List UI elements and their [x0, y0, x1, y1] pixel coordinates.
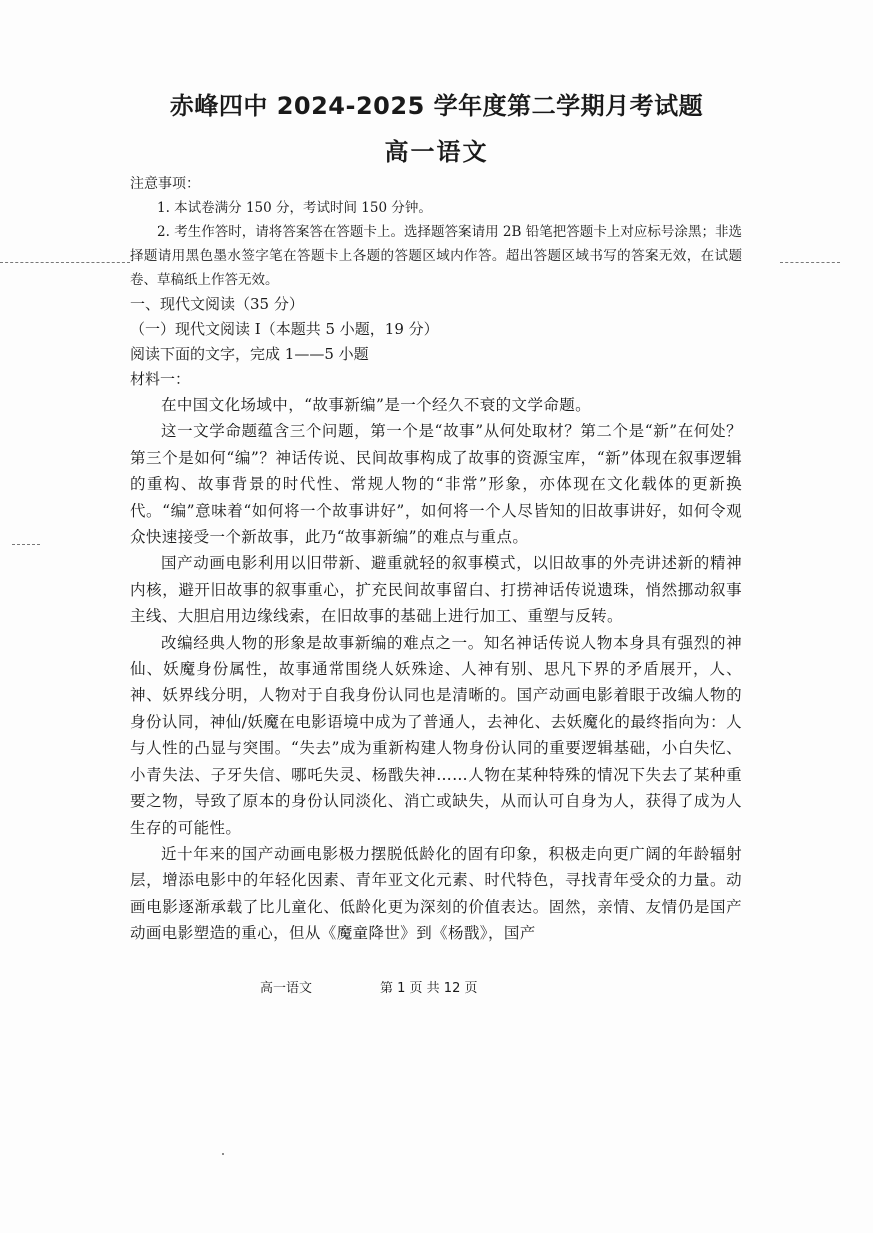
subsection-heading: （一）现代文阅读 I（本题共 5 小题，19 分） — [130, 320, 439, 338]
scan-artifact-dot — [222, 1153, 224, 1155]
scan-artifact-line — [0, 262, 130, 263]
scan-artifact-line — [12, 544, 40, 545]
notice-item: 2. 考生作答时，请将答案答在答题卡上。选择题答案请用 2B 铅笔把答题卡上对应标号涂黑；非选择题请用黑色墨水签字笔在答题卡上各题的答题区域内作答。超出答题区域书写的答案无效，在试题卷、草稿纸上作答无效。 — [130, 224, 742, 288]
page-content — [130, 172, 742, 947]
footer-subject: 高一语文 — [260, 981, 313, 996]
page-subtitle: 高一语文 — [384, 138, 489, 166]
notice-item: 1. 本试卷满分 150 分，考试时间 150 分钟。 — [157, 200, 432, 216]
material-label: 材料一： — [130, 370, 191, 388]
passage-paragraph: 近十年来的国产动画电影极力摆脱低龄化的固有印象，积极走向更广阔的年龄辐射层，增添电影中的年轻化因素、青年亚文化元素、时代特色，寻找青年受众的力量。动画电影逐渐承载了比儿童化、低龄化更为深刻的价值表达。固然，亲情、友情仍是国产动画电影塑造的重心，但从《魔童降世》到《杨戬》，国产 — [130, 844, 742, 943]
section-heading: 一、现代文阅读（35 分） — [130, 295, 304, 313]
page-title: 赤峰四中 2024-2025 学年度第二学期月考试题 — [169, 92, 704, 120]
passage-paragraph: 改编经典人物的形象是故事新编的难点之一。知名神话传说人物本身具有强烈的神仙、妖魔身份属性，故事通常围绕人妖殊途、人神有别、思凡下界的矛盾展开，人、神、妖界线分明，人物对于自我身份认同也是清晰的。国产动画电影着眼于改编人物的身份认同，神仙/妖魔在电影语境中成为了普通人，去神化、去妖魔化的最终指向为：人与人性的凸显与突围。“失去”成为重新构建人物身份认同的重要逻辑基础，小白失忆、小青失法、子牙失信、哪吒失灵、杨戬失神……人物在某种特殊的情况下失去了某种重要之物，导致了原本的身份认同淡化、消亡或缺失，从而认可自身为人，获得了成为人生存的可能性。 — [130, 633, 742, 837]
scan-artifact-line — [780, 262, 840, 263]
passage-paragraph: 在中国文化场域中，“故事新编”是一个经久不衰的文学命题。 — [161, 396, 592, 414]
footer-page-number: 第 1 页 共 12 页 — [380, 981, 478, 996]
notice-heading: 注意事项： — [130, 176, 200, 192]
reading-instruction: 阅读下面的文字，完成 1——5 小题 — [130, 345, 369, 363]
passage-paragraph: 国产动画电影利用以旧带新、避重就轻的叙事模式，以旧故事的外壳讲述新的精神内核，避开旧故事的叙事重心，扩充民间故事留白、打捞神话传说遗珠，悄然挪动叙事主线、大胆启用边缘线索，在旧故事的基础上进行加工、重塑与反转。 — [130, 554, 742, 626]
passage-paragraph: 这一文学命题蕴含三个问题，第一个是“故事”从何处取材？第二个是“新”在何处？第三个是如何“编”？神话传说、民间故事构成了故事的资源宝库，“新”体现在叙事逻辑的重构、故事背景的时代性、常规人物的“非常”形象，亦体现在文化载体的更新换代。“编”意味着“如何将一个故事讲好”，如何将一个人尽皆知的旧故事讲好，如何令观众快速接受一个新故事，此乃“故事新编”的难点与重点。 — [130, 422, 742, 547]
